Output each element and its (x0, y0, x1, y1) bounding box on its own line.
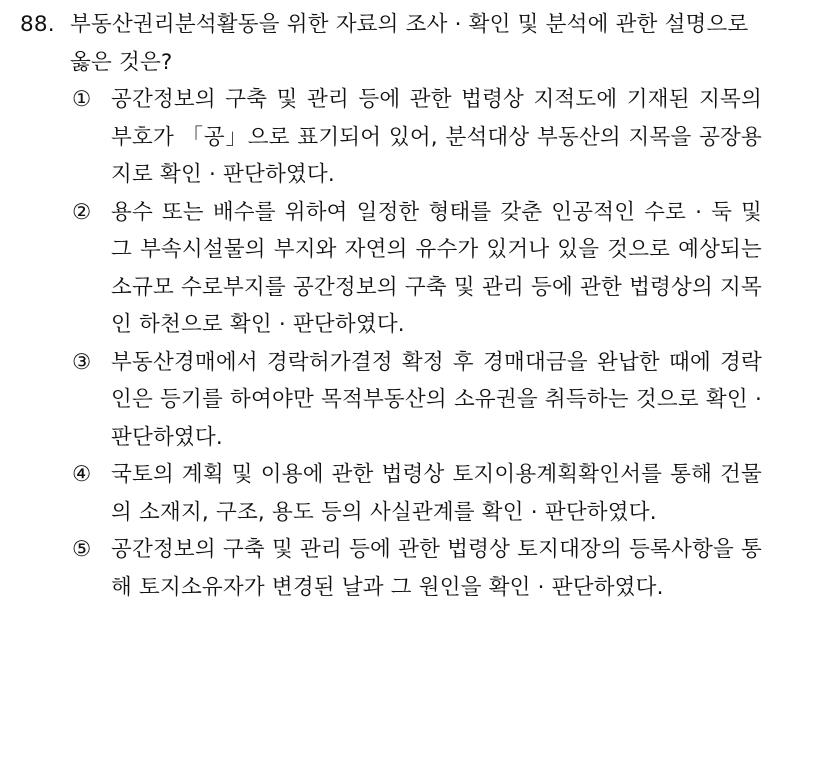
option-marker: ⑤ (72, 537, 92, 562)
option-text: 공간정보의 구축 및 관리 등에 관한 법령상 지적도에 기재된 지목의 부호가 「공」으로 표기되어 있어, 분석대상 부동산의 지목을 공장용지로 확인 · 판단하였다. (111, 87, 762, 187)
option-text: 용수 또는 배수를 위하여 일정한 형태를 갖춘 인공적인 수로 · 둑 및 그 부속시설물의 부지와 자연의 유수가 있거나 있을 것으로 예상되는 소규모 수로부지를 공간정보의 구축 및 관리 등에 관한 법령상의 지목인 하천으로 확인 · 판단하였다. (111, 199, 762, 337)
option-marker: ② (72, 199, 92, 225)
answer-option-4[interactable] (0, 456, 826, 531)
answer-option-1[interactable] (0, 81, 826, 194)
question-stem-row (0, 6, 826, 81)
option-text: 부동산경매에서 경락허가결정 확정 후 경매대금을 완납한 때에 경락인은 등기를 하여야만 목적부동산의 소유권을 취득하는 것으로 확인 · 판단하였다. (111, 349, 762, 450)
option-text: 공간정보의 구축 및 관리 등에 관한 법령상 토지대장의 등록사항을 통해 토지소유자가 변경된 날과 그 원인을 확인 · 판단하였다. (111, 537, 762, 600)
question-stem: 부동산권리분석활동을 위한 자료의 조사 · 확인 및 분석에 관한 설명으로 옳은 것은? (70, 12, 749, 75)
option-marker: ④ (72, 462, 92, 487)
answer-option-3[interactable] (0, 344, 826, 457)
question-number: 88. (20, 12, 55, 37)
question-88 (0, 6, 826, 606)
answer-options (0, 81, 826, 606)
option-marker: ① (72, 87, 92, 112)
answer-option-2[interactable] (0, 194, 826, 344)
option-text: 국토의 계획 및 이용에 관한 법령상 토지이용계획확인서를 통해 건물의 소재지, 구조, 용도 등의 사실관계를 확인 · 판단하였다. (111, 462, 762, 525)
answer-option-5[interactable] (0, 531, 826, 606)
option-marker: ③ (72, 349, 92, 375)
